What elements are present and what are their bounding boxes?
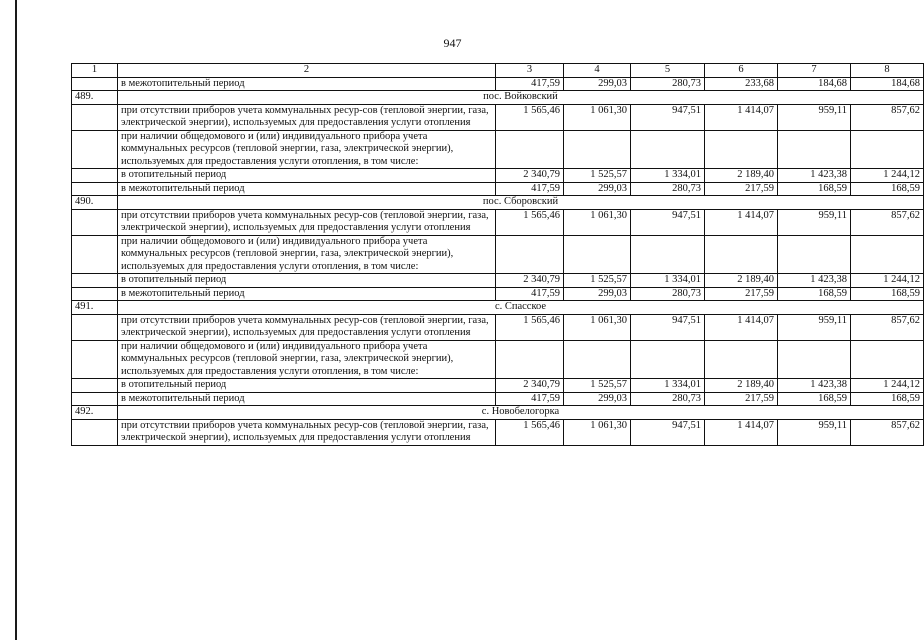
tariff-value: 217,59 <box>705 287 778 301</box>
tariff-value <box>851 235 924 274</box>
tariff-value: 184,68 <box>778 77 851 91</box>
tariff-value: 168,59 <box>851 392 924 406</box>
tariff-value: 1 061,30 <box>564 419 631 445</box>
tariff-value: 417,59 <box>496 77 564 91</box>
tariff-value: 947,51 <box>631 419 705 445</box>
row-description: при отсутствии приборов учета коммунальных ресур-сов (тепловой энергии, газа, электрической энергии), используемых для предоставления услуги отопления <box>118 314 496 340</box>
column-header: 1 <box>72 64 118 78</box>
settlement-row <box>72 301 924 315</box>
table-row <box>72 130 924 169</box>
tariff-value: 1 061,30 <box>564 104 631 130</box>
column-header: 2 <box>118 64 496 78</box>
row-number <box>72 77 118 91</box>
tariff-value: 2 189,40 <box>705 169 778 183</box>
tariff-value: 217,59 <box>705 182 778 196</box>
tariff-value <box>631 235 705 274</box>
row-number: 492. <box>72 406 118 420</box>
column-header: 4 <box>564 64 631 78</box>
tariff-value: 1 334,01 <box>631 379 705 393</box>
tariff-value: 1 525,57 <box>564 379 631 393</box>
row-description: в отопительный период <box>118 169 496 183</box>
tariff-value <box>851 340 924 379</box>
tariff-value: 184,68 <box>851 77 924 91</box>
tariff-value: 1 061,30 <box>564 314 631 340</box>
tariff-value <box>631 340 705 379</box>
tariff-value <box>496 130 564 169</box>
tariff-value: 1 061,30 <box>564 209 631 235</box>
row-number: 490. <box>72 196 118 210</box>
row-description: в межотопительный период <box>118 77 496 91</box>
settlement-row <box>72 406 924 420</box>
table-row <box>72 379 924 393</box>
column-header: 3 <box>496 64 564 78</box>
column-header: 8 <box>851 64 924 78</box>
scan-edge-line <box>15 0 17 640</box>
tariff-value: 1 334,01 <box>631 274 705 288</box>
row-description: при наличии общедомового и (или) индивидуального прибора учета коммунальных ресурсов (тепловой энергии, газа, электрической энергии), используемых для предоставления услуги отопления, в том числе: <box>118 130 496 169</box>
row-number <box>72 235 118 274</box>
tariff-value: 857,62 <box>851 419 924 445</box>
table-row <box>72 182 924 196</box>
tariff-value: 1 565,46 <box>496 104 564 130</box>
tariff-value: 217,59 <box>705 392 778 406</box>
tariff-value <box>705 130 778 169</box>
row-number <box>72 287 118 301</box>
tariff-value: 959,11 <box>778 104 851 130</box>
table-row <box>72 169 924 183</box>
tariff-value <box>778 340 851 379</box>
tariff-value: 947,51 <box>631 209 705 235</box>
row-description: в межотопительный период <box>118 392 496 406</box>
tariff-value: 1 423,38 <box>778 379 851 393</box>
tariff-value: 1 244,12 <box>851 274 924 288</box>
tariff-value: 280,73 <box>631 182 705 196</box>
tariff-table <box>71 63 924 446</box>
tariff-value: 2 340,79 <box>496 274 564 288</box>
row-description: в отопительный период <box>118 379 496 393</box>
column-header: 7 <box>778 64 851 78</box>
tariff-value <box>496 235 564 274</box>
tariff-value <box>631 130 705 169</box>
row-number: 489. <box>72 91 118 105</box>
settlement-name: с. Спасское <box>118 301 924 315</box>
row-description: при отсутствии приборов учета коммунальных ресур-сов (тепловой энергии, газа, электрической энергии), используемых для предоставления услуги отопления <box>118 419 496 445</box>
table-row <box>72 77 924 91</box>
tariff-value: 1 414,07 <box>705 104 778 130</box>
settlement-row <box>72 91 924 105</box>
column-number-row <box>72 64 924 78</box>
row-number <box>72 104 118 130</box>
tariff-value: 280,73 <box>631 287 705 301</box>
tariff-value: 1 334,01 <box>631 169 705 183</box>
settlement-name: пос. Войковский <box>118 91 924 105</box>
row-number <box>72 379 118 393</box>
tariff-value: 959,11 <box>778 209 851 235</box>
column-header: 5 <box>631 64 705 78</box>
tariff-value: 1 565,46 <box>496 314 564 340</box>
table-row <box>72 209 924 235</box>
tariff-value <box>564 235 631 274</box>
tariff-value: 2 340,79 <box>496 169 564 183</box>
tariff-value: 299,03 <box>564 392 631 406</box>
row-number <box>72 419 118 445</box>
tariff-value: 280,73 <box>631 392 705 406</box>
row-number <box>72 209 118 235</box>
tariff-value: 233,68 <box>705 77 778 91</box>
row-description: при отсутствии приборов учета коммунальных ресур-сов (тепловой энергии, газа, электрической энергии), используемых для предоставления услуги отопления <box>118 104 496 130</box>
table-row <box>72 392 924 406</box>
tariff-value: 1 423,38 <box>778 274 851 288</box>
table-row <box>72 104 924 130</box>
tariff-value: 168,59 <box>851 287 924 301</box>
tariff-value <box>778 130 851 169</box>
row-number <box>72 274 118 288</box>
tariff-value: 947,51 <box>631 314 705 340</box>
table-row <box>72 419 924 445</box>
row-number <box>72 314 118 340</box>
tariff-value: 1 423,38 <box>778 169 851 183</box>
row-number <box>72 130 118 169</box>
row-description: при отсутствии приборов учета коммунальных ресур-сов (тепловой энергии, газа, электрической энергии), используемых для предоставления услуги отопления <box>118 209 496 235</box>
tariff-value: 1 414,07 <box>705 209 778 235</box>
row-number <box>72 169 118 183</box>
row-number: 491. <box>72 301 118 315</box>
settlement-name: с. Новобелогорка <box>118 406 924 420</box>
tariff-value: 1 414,07 <box>705 314 778 340</box>
row-number <box>72 182 118 196</box>
tariff-value: 299,03 <box>564 77 631 91</box>
tariff-value: 168,59 <box>778 182 851 196</box>
tariff-value: 168,59 <box>778 287 851 301</box>
tariff-value: 168,59 <box>778 392 851 406</box>
tariff-value: 168,59 <box>851 182 924 196</box>
tariff-value: 1 565,46 <box>496 209 564 235</box>
tariff-value: 947,51 <box>631 104 705 130</box>
tariff-value: 1 244,12 <box>851 379 924 393</box>
tariff-value: 299,03 <box>564 287 631 301</box>
row-description: в отопительный период <box>118 274 496 288</box>
tariff-value: 1 414,07 <box>705 419 778 445</box>
tariff-value: 2 189,40 <box>705 379 778 393</box>
table-row <box>72 340 924 379</box>
tariff-value: 2 340,79 <box>496 379 564 393</box>
tariff-value: 857,62 <box>851 314 924 340</box>
tariff-value: 280,73 <box>631 77 705 91</box>
tariff-value: 2 189,40 <box>705 274 778 288</box>
table-row <box>72 314 924 340</box>
tariff-value: 959,11 <box>778 419 851 445</box>
table-row <box>72 287 924 301</box>
tariff-value: 1 565,46 <box>496 419 564 445</box>
table-row <box>72 235 924 274</box>
tariff-value: 1 525,57 <box>564 274 631 288</box>
column-header: 6 <box>705 64 778 78</box>
row-description: в межотопительный период <box>118 182 496 196</box>
tariff-value: 857,62 <box>851 209 924 235</box>
page-number: 947 <box>443 36 462 50</box>
tariff-value: 959,11 <box>778 314 851 340</box>
tariff-value: 417,59 <box>496 392 564 406</box>
tariff-value <box>496 340 564 379</box>
row-description: в межотопительный период <box>118 287 496 301</box>
row-number <box>72 392 118 406</box>
row-description: при наличии общедомового и (или) индивидуального прибора учета коммунальных ресурсов (тепловой энергии, газа, электрической энергии), используемых для предоставления услуги отопления, в том числе: <box>118 340 496 379</box>
tariff-value: 299,03 <box>564 182 631 196</box>
tariff-value: 1 244,12 <box>851 169 924 183</box>
tariff-value: 417,59 <box>496 287 564 301</box>
settlement-row <box>72 196 924 210</box>
tariff-table-body <box>72 64 924 446</box>
tariff-value <box>564 130 631 169</box>
tariff-value: 417,59 <box>496 182 564 196</box>
tariff-value <box>705 235 778 274</box>
tariff-value <box>851 130 924 169</box>
row-description: при наличии общедомового и (или) индивидуального прибора учета коммунальных ресурсов (тепловой энергии, газа, электрической энергии), используемых для предоставления услуги отопления, в том числе: <box>118 235 496 274</box>
tariff-value: 1 525,57 <box>564 169 631 183</box>
tariff-value <box>705 340 778 379</box>
table-row <box>72 274 924 288</box>
tariff-value <box>564 340 631 379</box>
row-number <box>72 340 118 379</box>
tariff-value: 857,62 <box>851 104 924 130</box>
tariff-value <box>778 235 851 274</box>
settlement-name: пос. Сборовский <box>118 196 924 210</box>
